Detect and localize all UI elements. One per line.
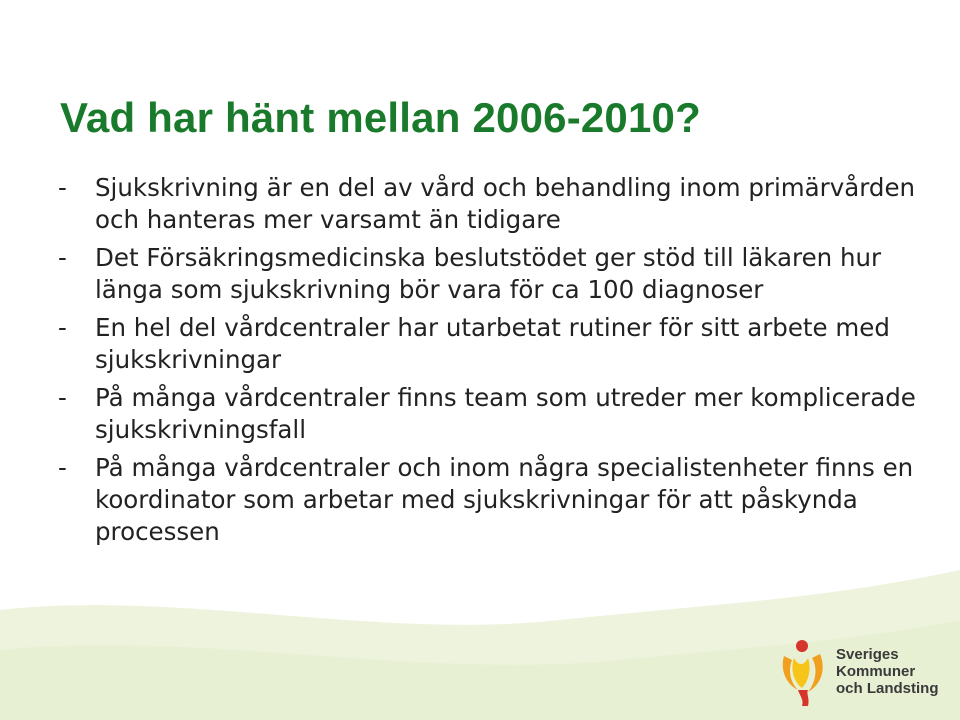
bullet-marker: - [58, 383, 67, 412]
logo-line: Sveriges [836, 646, 899, 663]
bullet-text: På många vårdcentraler och inom några specialistenheter finns en koordinator som arbetar med sjukskrivningar för att påskynda processen [95, 453, 914, 546]
bullet-list [58, 172, 918, 554]
skl-logo [778, 636, 948, 706]
bullet-marker: - [58, 453, 67, 482]
bullet-text: Sjukskrivning är en del av vård och behandling inom primärvården och hanteras mer varsamt än tidigare [95, 173, 916, 234]
slide-title: Vad har hänt mellan 2006-2010? [60, 94, 701, 141]
bullet-item [58, 312, 918, 376]
bullet-marker: - [58, 173, 67, 202]
logo-text [836, 646, 939, 697]
bullet-text: Det Försäkringsmedicinska beslutstödet ger stöd till läkaren hur länga som sjukskrivning bör vara för ca 100 diagnoser [95, 243, 882, 304]
bullet-item [58, 242, 918, 306]
bullet-text: På många vårdcentraler finns team som utreder mer komplicerade sjukskrivningsfall [95, 383, 916, 444]
bullet-item [58, 172, 918, 236]
bullet-item [58, 382, 918, 446]
bullet-text: En hel del vårdcentraler har utarbetat rutiner för sitt arbete med sjukskrivningar [95, 313, 890, 374]
logo-line: Kommuner [836, 663, 916, 680]
bullet-item [58, 452, 918, 548]
bullet-marker: - [58, 313, 67, 342]
logo-line: och Landsting [836, 680, 939, 697]
bullet-marker: - [58, 243, 67, 272]
skl-flame-icon [778, 636, 830, 706]
